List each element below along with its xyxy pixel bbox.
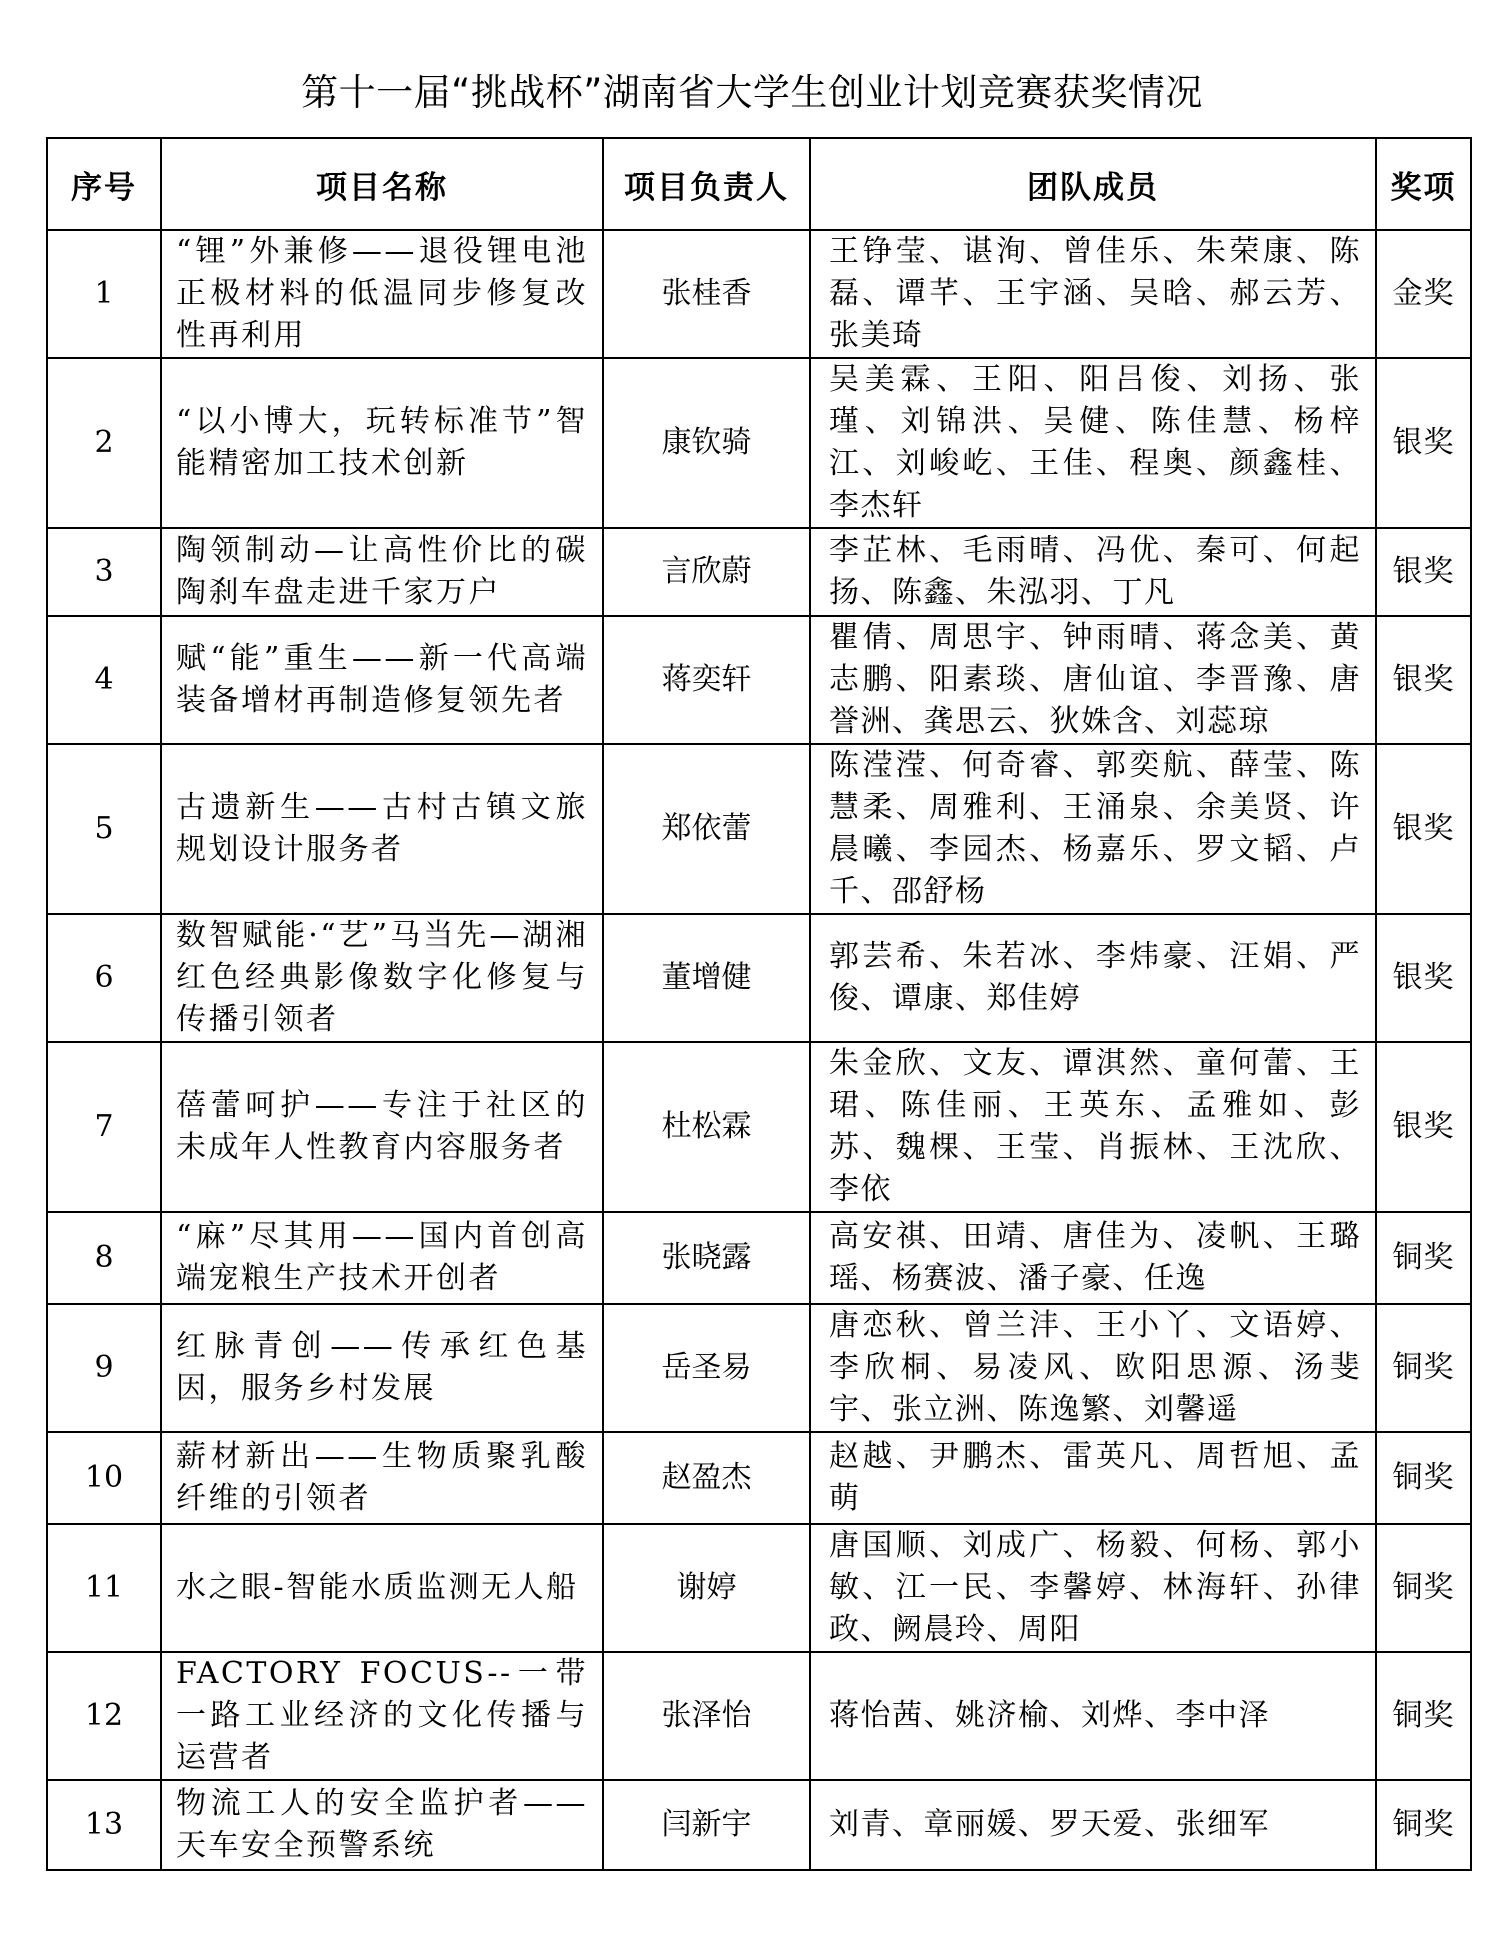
- cell-project-name: FACTORY FOCUS--一带一路工业经济的文化传播与运营者: [161, 1652, 603, 1780]
- table-row: [47, 1524, 1471, 1652]
- cell-team-members: 王铮莹、谌洵、曾佳乐、朱荣康、陈磊、谭芊、王宇涵、吴晗、郝云芳、张美琦: [810, 230, 1376, 358]
- cell-serial: 2: [47, 358, 161, 528]
- cell-serial: 7: [47, 1042, 161, 1212]
- cell-serial: 10: [47, 1432, 161, 1524]
- header-serial: 序号: [47, 138, 161, 230]
- cell-project-name: 蓓蕾呵护——专注于社区的未成年人性教育内容服务者: [161, 1042, 603, 1212]
- header-team-members: 团队成员: [810, 138, 1376, 230]
- cell-serial: 6: [47, 914, 161, 1042]
- cell-project-leader: 康钦骑: [603, 358, 810, 528]
- cell-project-name: 物流工人的安全监护者——天车安全预警系统: [161, 1780, 603, 1870]
- cell-project-name: 数智赋能·“艺”马当先—湖湘红色经典影像数字化修复与传播引领者: [161, 914, 603, 1042]
- cell-award: 银奖: [1376, 914, 1471, 1042]
- table-row: [47, 1652, 1471, 1780]
- cell-project-leader: 郑依蕾: [603, 744, 810, 914]
- cell-award: 铜奖: [1376, 1652, 1471, 1780]
- cell-project-leader: 蒋奕轩: [603, 616, 810, 744]
- table-row: [47, 230, 1471, 358]
- cell-project-leader: 谢婷: [603, 1524, 810, 1652]
- cell-project-name: “以小博大，玩转标准节”智能精密加工技术创新: [161, 358, 603, 528]
- cell-team-members: 郭芸希、朱若冰、李炜豪、汪娟、严俊、谭康、郑佳婷: [810, 914, 1376, 1042]
- cell-award: 金奖: [1376, 230, 1471, 358]
- table-header-row: [47, 138, 1471, 230]
- cell-award: 铜奖: [1376, 1524, 1471, 1652]
- cell-project-leader: 张晓露: [603, 1212, 810, 1304]
- cell-serial: 12: [47, 1652, 161, 1780]
- cell-team-members: 吴美霖、王阳、阳吕俊、刘扬、张瑾、刘锦洪、吴健、陈佳慧、杨梓江、刘峻屹、王佳、程奥、颜鑫桂、李杰轩: [810, 358, 1376, 528]
- cell-serial: 13: [47, 1780, 161, 1870]
- cell-award: 银奖: [1376, 358, 1471, 528]
- cell-serial: 11: [47, 1524, 161, 1652]
- cell-project-leader: 岳圣易: [603, 1304, 810, 1432]
- table-row: [47, 1212, 1471, 1304]
- header-project-leader: 项目负责人: [603, 138, 810, 230]
- cell-award: 银奖: [1376, 528, 1471, 616]
- cell-serial: 3: [47, 528, 161, 616]
- cell-project-leader: 张桂香: [603, 230, 810, 358]
- cell-team-members: 李芷林、毛雨晴、冯优、秦可、何起扬、陈鑫、朱泓羽、丁凡: [810, 528, 1376, 616]
- awards-table: [46, 137, 1472, 1871]
- cell-serial: 1: [47, 230, 161, 358]
- cell-project-name: 赋“能”重生——新一代高端装备增材再制造修复领先者: [161, 616, 603, 744]
- cell-project-leader: 赵盈杰: [603, 1432, 810, 1524]
- cell-team-members: 瞿倩、周思宇、钟雨晴、蒋念美、黄志鹏、阳素琰、唐仙谊、李晋豫、唐誉洲、龚思云、狄姝含、刘蕊琼: [810, 616, 1376, 744]
- cell-serial: 9: [47, 1304, 161, 1432]
- table-row: [47, 744, 1471, 914]
- cell-project-name: 薪材新出——生物质聚乳酸纤维的引领者: [161, 1432, 603, 1524]
- cell-award: 铜奖: [1376, 1304, 1471, 1432]
- table-row: [47, 1042, 1471, 1212]
- cell-team-members: 唐国顺、刘成广、杨毅、何杨、郭小敏、江一民、李馨婷、林海轩、孙律政、阙晨玲、周阳: [810, 1524, 1376, 1652]
- table-row: [47, 1432, 1471, 1524]
- page-title: 第十一届“挑战杯”湖南省大学生创业计划竞赛获奖情况: [301, 71, 1203, 114]
- cell-team-members: 高安祺、田靖、唐佳为、凌帆、王璐瑶、杨赛波、潘子豪、任逸: [810, 1212, 1376, 1304]
- cell-team-members: 唐恋秋、曾兰沣、王小丫、文语婷、李欣桐、易凌风、欧阳思源、汤斐宇、张立洲、陈逸繁、刘馨遥: [810, 1304, 1376, 1432]
- cell-project-leader: 杜松霖: [603, 1042, 810, 1212]
- header-award: 奖项: [1376, 138, 1471, 230]
- cell-serial: 4: [47, 616, 161, 744]
- table-row: [47, 1780, 1471, 1870]
- cell-project-name: “麻”尽其用——国内首创高端宠粮生产技术开创者: [161, 1212, 603, 1304]
- cell-project-name: 陶领制动—让高性价比的碳陶刹车盘走进千家万户: [161, 528, 603, 616]
- table-row: [47, 914, 1471, 1042]
- cell-award: 铜奖: [1376, 1432, 1471, 1524]
- header-project-name: 项目名称: [161, 138, 603, 230]
- cell-team-members: 刘青、章丽媛、罗天爱、张细军: [810, 1780, 1376, 1870]
- cell-serial: 8: [47, 1212, 161, 1304]
- cell-project-name: “锂”外兼修——退役锂电池正极材料的低温同步修复改性再利用: [161, 230, 603, 358]
- table-row: [47, 616, 1471, 744]
- cell-project-leader: 董增健: [603, 914, 810, 1042]
- cell-award: 铜奖: [1376, 1212, 1471, 1304]
- cell-project-leader: 闫新宇: [603, 1780, 810, 1870]
- cell-team-members: 赵越、尹鹏杰、雷英凡、周哲旭、孟萌: [810, 1432, 1376, 1524]
- cell-award: 银奖: [1376, 744, 1471, 914]
- cell-award: 银奖: [1376, 616, 1471, 744]
- table-row: [47, 1304, 1471, 1432]
- cell-serial: 5: [47, 744, 161, 914]
- cell-project-leader: 张泽怡: [603, 1652, 810, 1780]
- cell-project-name: 古遗新生——古村古镇文旅规划设计服务者: [161, 744, 603, 914]
- cell-team-members: 蒋怡茜、姚济榆、刘烨、李中泽: [810, 1652, 1376, 1780]
- cell-team-members: 陈滢滢、何奇睿、郭奕航、薛莹、陈慧柔、周雅利、王涌泉、余美贤、许晨曦、李园杰、杨嘉乐、罗文韬、卢千、邵舒杨: [810, 744, 1376, 914]
- cell-project-name: 红脉青创——传承红色基因，服务乡村发展: [161, 1304, 603, 1432]
- cell-team-members: 朱金欣、文友、谭淇然、童何蕾、王珺、陈佳丽、王英东、孟雅如、彭苏、魏棵、王莹、肖振林、王沈欣、李依: [810, 1042, 1376, 1212]
- cell-award: 铜奖: [1376, 1780, 1471, 1870]
- cell-project-name: 水之眼-智能水质监测无人船: [161, 1524, 603, 1652]
- table-row: [47, 358, 1471, 528]
- cell-award: 银奖: [1376, 1042, 1471, 1212]
- cell-project-leader: 言欣蔚: [603, 528, 810, 616]
- table-row: [47, 528, 1471, 616]
